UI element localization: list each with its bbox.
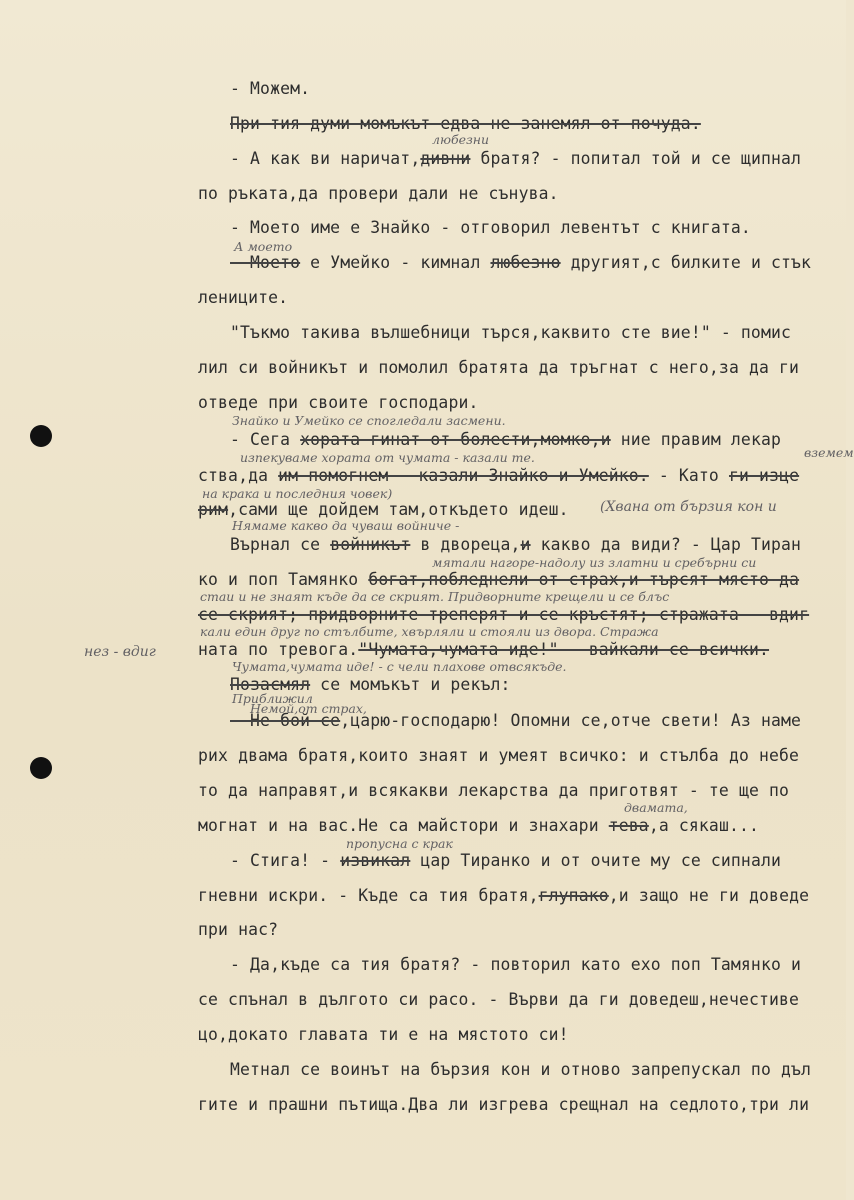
typed-line xyxy=(230,114,701,134)
typed-text-segment: в двореца, xyxy=(410,535,521,554)
typed-text-segment: отведе при своите господари. xyxy=(198,393,479,412)
binder-hole-upper xyxy=(30,425,52,447)
handwritten-annotation: стаи и не знаят къде да се скрият. Придворните крещели и се блъс xyxy=(200,589,670,604)
handwritten-annotation: мятали нагоре-надолу из златни и сребърни си xyxy=(432,555,757,570)
typed-line xyxy=(230,851,781,871)
typed-line xyxy=(198,358,799,378)
struck-text: извикал xyxy=(340,851,411,870)
struck-text: дивни xyxy=(420,149,471,168)
struck-text: богат,побледнели от страх,и търсят място да xyxy=(368,570,800,589)
typed-line xyxy=(230,218,751,238)
typed-line xyxy=(198,746,799,766)
typed-text-segment: - Моето име е Знайко - отговорил левентът с книгата. xyxy=(230,218,751,237)
handwritten-annotation: Приближил xyxy=(232,691,313,706)
typed-text-segment: ко и поп Тамянко xyxy=(198,570,369,589)
struck-text: се скрият; придворните треперят и се кръстят; стражата - вдиг xyxy=(198,605,810,624)
typed-line xyxy=(198,184,559,204)
typed-line xyxy=(230,430,781,450)
struck-text: им помогнем - казали Знайко и Умейко. xyxy=(278,466,649,485)
struck-text: войникът xyxy=(330,535,411,554)
handwritten-annotation: (Хвана от бързия кон и xyxy=(600,499,777,515)
typed-text-segment: - Да,къде са тия братя? - повторил като ехо поп Тамянко и xyxy=(230,955,802,974)
handwritten-annotation: вземем xyxy=(804,445,854,460)
typed-line xyxy=(198,570,799,590)
struck-text: тева xyxy=(608,816,649,835)
typed-line xyxy=(230,79,310,99)
typed-line xyxy=(198,816,759,836)
typed-text-segment: Метнал се воинът на бързия кон и отново запрепускал по дъл xyxy=(230,1060,812,1079)
handwritten-annotation: Знайко и Умейко се спогледали засмени. xyxy=(232,413,506,428)
typed-text-segment: е Умейко - кимнал xyxy=(300,253,491,272)
typed-line xyxy=(198,640,769,660)
typed-text-segment: лениците. xyxy=(198,288,289,307)
handwritten-annotation: двамата, xyxy=(624,800,688,815)
typed-text-segment: лил си войникът и помолил братята да тръгнат с него,за да ги xyxy=(198,358,800,377)
struck-text: хората гинат от болести,момко,и xyxy=(300,430,611,449)
struck-text: При тия думи момъкът едва не занемял от почуда. xyxy=(230,114,701,133)
typed-text-segment: рих двама братя,които знаят и умеят всичко: и стълба до небе xyxy=(198,746,800,765)
typed-line xyxy=(198,500,569,520)
struck-text: - Моето xyxy=(230,253,301,272)
typed-text-segment: гневни искри. - Къде са тия братя, xyxy=(198,886,539,905)
struck-text: - Не бой се xyxy=(230,711,341,730)
typed-line xyxy=(198,990,799,1010)
struck-text: ги изце xyxy=(728,466,800,485)
typed-line xyxy=(198,288,288,308)
handwritten-annotation: нез - вдиг xyxy=(84,644,156,660)
handwritten-annotation: Немой,от страх, xyxy=(250,701,367,716)
typed-text-segment: ,и защо не ги доведе xyxy=(608,886,810,905)
typed-text-segment: Върнал се xyxy=(230,535,331,554)
typed-text-segment: - Сега xyxy=(230,430,301,449)
handwritten-annotation: любезни xyxy=(432,132,490,147)
typed-text-segment: по ръката,да провери дали не сънува. xyxy=(198,184,559,203)
typed-line xyxy=(198,605,809,625)
struck-text: Позасмял xyxy=(230,675,311,694)
typed-text-segment: - Стига! - xyxy=(230,851,341,870)
typed-text-segment: цо,докато главата ти е на мястото си! xyxy=(198,1025,569,1044)
typed-line xyxy=(198,1095,809,1115)
typed-line xyxy=(198,1025,569,1045)
typed-text-segment: какво да види? - Цар Тиран xyxy=(530,535,802,554)
typed-line xyxy=(198,920,278,940)
handwritten-annotation: пропусна с крак xyxy=(346,836,453,851)
struck-text: рим xyxy=(198,500,229,519)
typed-text-segment: "Тъкмо такива вълшебници търся,каквито сте вие!" - помис xyxy=(230,323,792,342)
typed-line xyxy=(230,253,811,273)
typed-line xyxy=(230,955,801,975)
typed-text-segment: се спънал в дългото си расо. - Върви да ги доведеш,нечестиве xyxy=(198,990,800,1009)
handwritten-annotation: А моето xyxy=(234,239,293,254)
typed-line xyxy=(198,466,799,486)
typed-line xyxy=(198,781,789,801)
typed-text-segment: другият,с билките и стък xyxy=(560,253,812,272)
typed-text-segment: - А как ви наричат, xyxy=(230,149,421,168)
struck-text: глупако xyxy=(538,886,609,905)
typed-text-segment: ,царю-господарю! Опомни се,отче свети! Аз наме xyxy=(340,711,802,730)
struck-text: "Чумата,чумата иде!" - вайкали се всички. xyxy=(358,640,770,659)
typed-text-segment: гите и прашни пътища.Два ли изгрева срещнал на седлото,три ли xyxy=(198,1095,810,1114)
struck-text: и xyxy=(520,535,531,554)
struck-text: любезно xyxy=(490,253,561,272)
typed-line xyxy=(230,1060,811,1080)
typed-line xyxy=(230,323,791,343)
handwritten-annotation: на крака и последния човек) xyxy=(202,486,393,501)
typed-text-segment: могнат и на вас.Не са майстори и знахари xyxy=(198,816,609,835)
handwritten-annotation: Чумата,чумата иде! - с чели плахове отвсякъде. xyxy=(232,659,567,674)
typed-text-segment: ние правим лекар xyxy=(610,430,782,449)
typed-line xyxy=(230,535,801,555)
typed-text-segment: то да направят,и всякакви лекарства да приготвят - те ще по xyxy=(198,781,790,800)
handwritten-annotation: кали един друг по стълбите, хвърляли и стояли из двора. Стража xyxy=(200,624,659,639)
typed-text-segment: - Можем. xyxy=(230,79,311,98)
binder-hole-lower xyxy=(30,757,52,779)
typed-text-segment: се момъкът и рекъл: xyxy=(310,675,511,694)
typed-text-segment: при нас? xyxy=(198,920,279,939)
typed-text-segment: ства,да xyxy=(198,466,279,485)
typed-line xyxy=(198,393,479,413)
typed-text-segment: ,сами ще дойдем там,откъдето идеш. xyxy=(228,500,569,519)
typed-text-segment: - Като xyxy=(648,466,729,485)
typed-text-segment: ,а сякаш... xyxy=(648,816,760,835)
handwritten-annotation: изпекуваме хората от чумата - казали те. xyxy=(240,450,535,465)
typed-text-segment: братя? - попитал той и се щипнал xyxy=(470,149,802,168)
typed-text-segment: ната по тревога. xyxy=(198,640,359,659)
typed-line xyxy=(198,886,809,906)
typed-text-segment: цар Тиранко и от очите му се сипнали xyxy=(410,851,782,870)
handwritten-annotation: Нямаме какво да чуваш войниче - xyxy=(232,518,460,533)
typed-line xyxy=(230,149,801,169)
